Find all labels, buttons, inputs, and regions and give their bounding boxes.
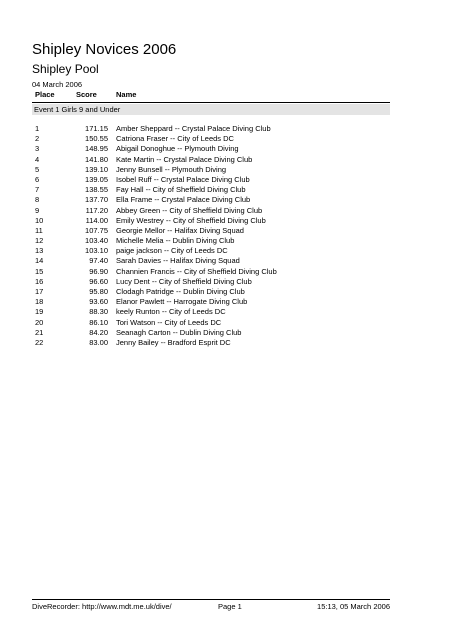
result-score: 138.55	[85, 185, 108, 195]
result-score: 141.80	[85, 154, 108, 164]
result-score: 95.80	[89, 287, 108, 296]
column-header-row	[32, 90, 390, 100]
result-score: 103.10	[85, 246, 108, 256]
result-place: 3	[35, 144, 40, 154]
result-place: 22	[35, 337, 44, 347]
result-place: 8	[35, 195, 40, 205]
table-row	[32, 134, 390, 144]
result-score: 139.10	[85, 164, 108, 174]
result-place: 5	[35, 164, 40, 174]
result-name: Sarah Davies -- Halifax Diving Squad	[116, 256, 240, 266]
column-header-place: Place	[35, 90, 55, 99]
result-score: 93.60	[89, 297, 108, 307]
result-score: 171.15	[85, 124, 108, 133]
table-row	[32, 155, 390, 165]
footer-page-number: Page 1	[218, 602, 242, 611]
result-place: 12	[35, 236, 44, 246]
table-row	[32, 165, 390, 175]
result-score: 148.95	[85, 144, 108, 154]
result-place: 20	[35, 317, 44, 327]
table-row	[32, 287, 390, 297]
table-row	[32, 267, 390, 277]
result-score: 150.55	[85, 134, 108, 144]
results-table	[32, 124, 390, 348]
result-score: 139.05	[85, 174, 108, 184]
result-score: 137.70	[85, 195, 108, 205]
table-row	[32, 195, 390, 205]
header-divider	[32, 102, 390, 103]
result-name: Ella Frame -- Crystal Palace Diving Club	[116, 195, 251, 205]
result-place: 14	[35, 256, 44, 266]
result-name: keely Runton -- City of Leeds DC	[116, 307, 226, 317]
result-name: Elanor Pawlett -- Harrogate Diving Club	[116, 297, 248, 307]
result-score: 103.40	[85, 236, 108, 246]
result-place: 15	[35, 266, 44, 276]
result-name: Jenny Bunsell -- Plymouth Diving	[116, 164, 227, 174]
footer-timestamp: 15:13, 05 March 2006	[317, 602, 390, 611]
result-name: Seanagh Carton -- Dublin Diving Club	[116, 327, 242, 337]
result-score: 96.60	[89, 276, 108, 286]
result-name: Tori Watson -- City of Leeds DC	[116, 317, 222, 327]
result-name: Michelle Melia -- Dublin Diving Club	[116, 236, 235, 246]
table-row	[32, 124, 390, 134]
result-place: 10	[35, 215, 44, 225]
result-score: 88.30	[89, 307, 108, 317]
result-score: 117.20	[85, 205, 108, 215]
result-place: 1	[35, 124, 40, 133]
result-place: 21	[35, 327, 44, 337]
result-name: Jenny Bailey -- Bradford Esprit DC	[116, 337, 231, 347]
result-score: 86.10	[89, 317, 108, 327]
result-name: Fay Hall -- City of Sheffield Diving Club	[116, 185, 246, 195]
result-name: Isobel Ruff -- Crystal Palace Diving Club	[116, 174, 250, 184]
result-name: Amber Sheppard -- Crystal Palace Diving Club	[116, 124, 271, 133]
page-title: Shipley Novices 2006	[32, 41, 177, 58]
result-score: 107.75	[85, 225, 108, 235]
table-row	[32, 206, 390, 216]
result-name: Emily Westrey -- City of Sheffield Diving Club	[116, 215, 266, 225]
result-place: 6	[35, 174, 40, 184]
table-row	[32, 144, 390, 154]
result-score: 97.40	[89, 256, 108, 266]
result-name: Clodagh Patridge -- Dublin Diving Club	[116, 287, 245, 296]
column-header-score: Score	[76, 90, 97, 99]
result-score: 96.90	[89, 266, 108, 276]
result-place: 9	[35, 205, 40, 215]
table-row	[32, 256, 390, 266]
table-row	[32, 338, 390, 348]
table-row	[32, 216, 390, 226]
result-place: 16	[35, 276, 44, 286]
table-row	[32, 185, 390, 195]
table-row	[32, 226, 390, 236]
table-row	[32, 318, 390, 328]
table-row	[32, 297, 390, 307]
result-place: 7	[35, 185, 40, 195]
column-header-name: Name	[116, 90, 137, 99]
page-footer	[32, 599, 390, 611]
result-place: 4	[35, 154, 40, 164]
result-name: Georgie Mellor -- Halifax Diving Squad	[116, 225, 244, 235]
result-score: 84.20	[89, 327, 108, 337]
table-row	[32, 277, 390, 287]
table-row	[32, 328, 390, 338]
footer-source: DiveRecorder: http://www.mdt.me.uk/dive/	[32, 602, 172, 611]
table-row	[32, 246, 390, 256]
event-heading	[32, 104, 390, 115]
result-place: 13	[35, 246, 44, 256]
table-row	[32, 307, 390, 317]
result-place: 18	[35, 297, 44, 307]
result-place: 19	[35, 307, 44, 317]
result-name: Catriona Fraser -- City of Leeds DC	[116, 134, 234, 144]
result-name: Lucy Dent -- City of Sheffield Diving Club	[116, 276, 252, 286]
result-place: 2	[35, 134, 40, 144]
result-name: Abigail Donoghue -- Plymouth Diving	[116, 144, 239, 154]
result-name: Channien Francis -- City of Sheffield Diving Club	[116, 266, 277, 276]
result-score: 83.00	[89, 337, 108, 347]
result-place: 11	[35, 225, 43, 235]
venue-subtitle: Shipley Pool	[32, 62, 99, 76]
result-name: Kate Martin -- Crystal Palace Diving Club	[116, 154, 253, 164]
table-row	[32, 236, 390, 246]
result-name: Abbey Green -- City of Sheffield Diving Club	[116, 205, 263, 215]
result-place: 17	[35, 287, 44, 296]
result-name: paige jackson -- City of Leeds DC	[116, 246, 228, 256]
result-score: 114.00	[85, 215, 108, 225]
event-heading-label: Event 1 Girls 9 and Under	[34, 105, 121, 114]
table-row	[32, 175, 390, 185]
competition-date: 04 March 2006	[32, 80, 83, 89]
